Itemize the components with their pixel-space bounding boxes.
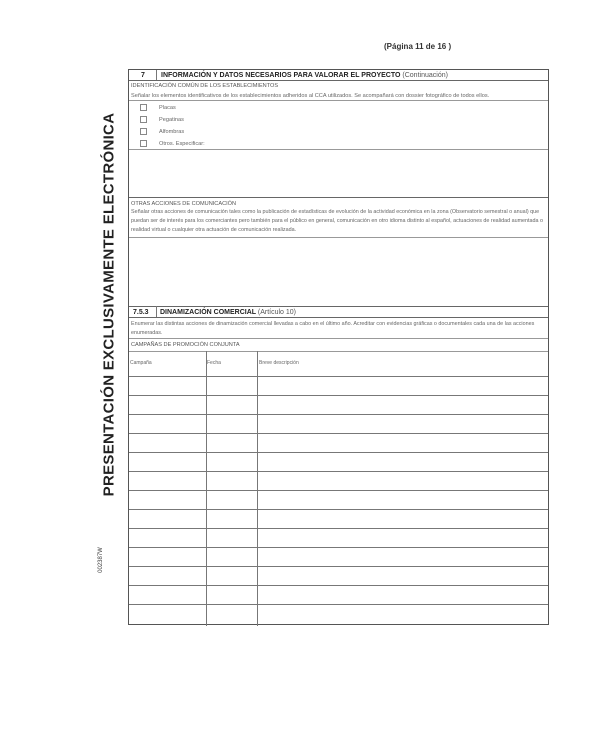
- otras-acciones-rule: [129, 237, 548, 238]
- section-7-title-text: INFORMACIÓN Y DATOS NECESARIOS PARA VALORAR EL PROYECTO: [161, 72, 401, 79]
- table-row[interactable]: [129, 547, 548, 548]
- table-row[interactable]: [129, 414, 548, 415]
- column-descripcion: Breve descripción: [259, 360, 299, 366]
- otras-acciones-text: Señalar otras acciones de comunicación tales como la publicación de estadísticas de evolución de la actividad económica en la zona (Observatorio semestral o anual) que puedan ser de interés para los comerciantes pero también para el público en general, comunicación en otro idioma distinto al español, actuaciones de realidad aumentada o realidad virtual o cualquier otra actuación de comunicación realizada.: [131, 209, 544, 233]
- table-row[interactable]: [129, 433, 548, 434]
- form-code: 002387W: [98, 547, 104, 573]
- otros-especificar-rule: [129, 149, 548, 150]
- checkbox-otros[interactable]: [140, 140, 147, 147]
- option-pegatinas: Pegatinas: [159, 117, 184, 123]
- section-753-subtitle: (Artículo 10): [257, 309, 296, 316]
- section-753-number: 7.5.3: [133, 309, 149, 316]
- section-753-header-rule: [129, 317, 548, 318]
- checkbox-pegatinas[interactable]: [140, 116, 147, 123]
- identificacion-end-rule: [129, 197, 548, 198]
- option-otros: Otros. Especificar:: [159, 141, 205, 147]
- section-753-rule: [129, 338, 548, 339]
- section-7-divider: [156, 70, 157, 80]
- section-7-subtitle: (Continuación): [402, 72, 448, 79]
- section-7-title: [161, 72, 448, 79]
- table-row[interactable]: [129, 490, 548, 491]
- table-row[interactable]: [129, 509, 548, 510]
- option-placas: Placas: [159, 105, 176, 111]
- table-row[interactable]: [129, 376, 548, 377]
- side-title: PRESENTACIÓN EXCLUSIVAMENTE ELECTRÓNICA: [100, 112, 118, 497]
- otras-acciones-end-rule: [129, 306, 548, 307]
- table-row[interactable]: [129, 566, 548, 567]
- table-row[interactable]: [129, 604, 548, 605]
- section-753-instruction: Enumerar las distintas acciones de dinamización comercial llevadas a cabo en el último año. Acreditar con evidencias gráficas o documentales cada una de las acciones enumeradas.: [131, 321, 535, 336]
- section-753-title: [160, 309, 296, 316]
- page-number: (Página 11 de 16 ): [384, 42, 452, 51]
- column-campana: Campaña: [130, 360, 152, 366]
- column-fecha: Fecha: [207, 360, 221, 366]
- section-7-header-rule: [129, 80, 548, 81]
- table-row[interactable]: [129, 471, 548, 472]
- table-row[interactable]: [129, 452, 548, 453]
- identificacion-instruction: Señalar los elementos identificativos de los establecimientos adheridos al CCA utilizados. Se acompañará con dossier fotográfico de todos ellos.: [131, 93, 490, 99]
- section-753-divider: [156, 306, 157, 317]
- section-753-title-text: DINAMIZACIÓN COMERCIAL: [160, 309, 256, 316]
- form-frame: [128, 69, 549, 625]
- campanas-heading: CAMPAÑAS DE PROMOCIÓN CONJUNTA: [131, 342, 240, 348]
- otras-acciones-heading: OTRAS ACCIONES DE COMUNICACIÓN: [131, 201, 237, 207]
- identificacion-heading: IDENTIFICACIÓN COMÚN DE LOS ESTABLECIMIENTOS: [131, 83, 279, 89]
- table-row[interactable]: [129, 528, 548, 529]
- campanas-heading-rule: [129, 351, 548, 352]
- checkbox-alfombras[interactable]: [140, 128, 147, 135]
- checkbox-placas[interactable]: [140, 104, 147, 111]
- identificacion-rule: [129, 100, 548, 101]
- table-row[interactable]: [129, 585, 548, 586]
- option-alfombras: Alfombras: [159, 129, 185, 135]
- table-row[interactable]: [129, 395, 548, 396]
- section-7-number: 7: [141, 72, 145, 79]
